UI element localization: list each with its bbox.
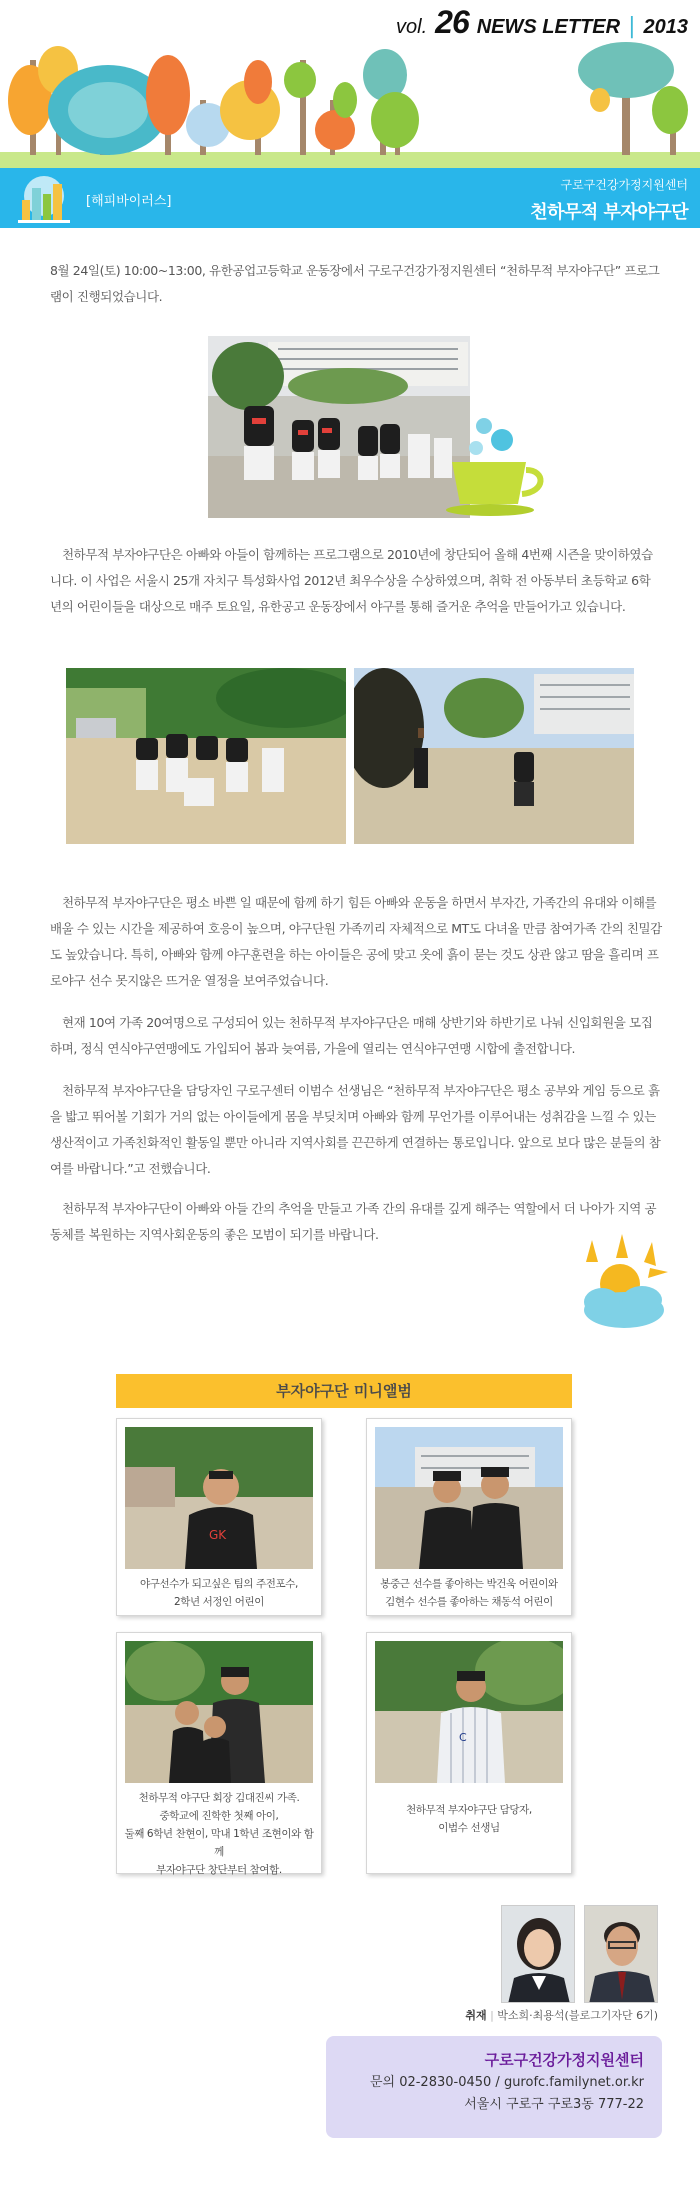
reporter-photo-2 bbox=[584, 1905, 658, 2003]
svg-text:C: C bbox=[459, 1731, 467, 1744]
paragraph-membership: 현재 10여 가족 20여명으로 구성되어 있는 천하무적 부자야구단은 매해 상반기와 하반기로 나눠 신입회원을 모집하며, 정식 연식야구연맹에도 가입되어 봄과 늦여름, 가을에 열리는 연식야구연맹 시합에 출전합니다. bbox=[50, 1015, 653, 1056]
caption-line: 부자야구단 창단부터 참여함. bbox=[156, 1864, 282, 1876]
reporter-photo-1 bbox=[501, 1905, 575, 2003]
batting-practice-photo bbox=[354, 668, 634, 844]
album-caption bbox=[121, 1789, 317, 1879]
album-card bbox=[366, 1418, 572, 1616]
paragraph-teacher-quote: 천하무적 부자야구단을 담당자인 구로구센터 이범수 선생님은 “천하무적 부자야구단은 평소 공부와 게임 등으로 흙을 밟고 뛰어볼 기회가 거의 없는 아이들에게 몸을 부딪치며 아빠와 함께 무언가를 이루어내는 성취감을 느낄 수 있는 생산적이고 가족친화적인 활동일 뿐만 아니라 지역사회를 끈끈하게 연결하는 통로입니다. 앞으로 보다 많은 분들의 참여를 바랍니다.”고 전했습니다. bbox=[50, 1083, 661, 1176]
credit-line bbox=[465, 2007, 658, 2023]
contact-box bbox=[326, 2036, 662, 2138]
credit-label: 취재 bbox=[465, 2009, 487, 2022]
paragraph-program-history: 천하무적 부자야구단은 아빠와 아들이 함께하는 프로그램으로 2010년에 창단되어 올해 4번째 시즌을 맞이하였습니다. 이 사업은 서울시 25개 자치구 특성화사업 2012년 최우수상을 수상하였으며, 취학 전 아동부터 초등학교 6학년의 어린이들을 대상으로 매주 토요일, 유한공고 운동장에서 야구를 통해 즐거운 추억을 만들어가고 있습니다. bbox=[50, 547, 653, 614]
caption-line: 2학년 서정인 어린이 bbox=[173, 1596, 265, 1608]
section-tag: [해피바이러스] bbox=[86, 194, 172, 209]
paragraph-closing: 천하무적 부자야구단이 아빠와 아들 간의 추억을 만들고 가족 간의 유대를 깊게 해주는 역할에서 더 나아가 지역 공동체를 복원하는 지역사회운동의 좋은 모범이 되기를 바랍니다. bbox=[50, 1201, 657, 1242]
paragraph-family-bond: 천하무적 부자야구단은 평소 바쁜 일 때문에 함께 하기 힘든 아빠와 운동을 하면서 부자간, 가족간의 유대와 이해를 배울 수 있는 시간을 제공하여 호응이 높으며, 야구단원 가족끼리 자체적으로 MT도 다녀올 만큼 참여가족 간의 친밀감도 높았습니다. 특히, 아빠와 함께 야구훈련을 하는 아이들은 공에 맞고 옷에 흙이 묻는 것도 상관 않고 땀을 흘리며 프로야구 선수 못지않은 뜨거운 열정을 보여주었습니다. bbox=[50, 895, 662, 988]
album-card bbox=[366, 1632, 572, 1874]
contact-org: 구로구건강가정지원센터 bbox=[484, 2051, 644, 2069]
caption-line: 봉중근 선수를 좋아하는 박건욱 어린이와 bbox=[380, 1578, 558, 1590]
kids-training-photo bbox=[66, 668, 346, 844]
sun-cloud-decoration bbox=[572, 1232, 676, 1332]
chairman-family-photo bbox=[125, 1641, 313, 1783]
section-title: 천하무적 부자야구단 bbox=[530, 202, 688, 223]
team-group-photo bbox=[208, 336, 470, 518]
album-caption bbox=[371, 1575, 567, 1611]
vol-number: 26 bbox=[435, 4, 469, 40]
contact-address: 서울시 구로구 구로3동 777-22 bbox=[464, 2097, 644, 2112]
issue-label bbox=[396, 4, 688, 41]
coffee-cup-decoration bbox=[446, 414, 546, 518]
two-boys-photo bbox=[375, 1427, 563, 1569]
city-skyline-icon bbox=[14, 174, 74, 224]
section-banner bbox=[0, 168, 700, 228]
caption-line: 중학교에 진학한 첫째 아이, bbox=[159, 1810, 279, 1822]
separator: | bbox=[628, 14, 636, 39]
section-org: 구로구건강가정지원센터 bbox=[560, 178, 688, 192]
newsletter-label: NEWS LETTER bbox=[476, 16, 621, 38]
masthead bbox=[0, 0, 700, 44]
catcher-boy-photo bbox=[125, 1427, 313, 1569]
vol-prefix: vol. bbox=[396, 16, 428, 38]
album-heading: 부자야구단 미니앨범 bbox=[116, 1374, 572, 1408]
svg-text:GK: GK bbox=[209, 1528, 227, 1542]
paragraph-intro: 8월 24일(토) 10:00~13:00, 유한공업고등학교 운동장에서 구로구건강가정지원센터 “천하무적 부자야구단” 프로그램이 진행되었습니다. bbox=[50, 263, 660, 304]
caption-line: 김현수 선수를 좋아하는 채동석 어린이 bbox=[385, 1596, 553, 1608]
album-caption bbox=[121, 1575, 317, 1611]
caption-line: 둘째 6학년 찬현이, 막내 1학년 조현이와 함께 bbox=[124, 1828, 314, 1858]
caption-line: 야구선수가 되고싶은 팀의 주전포수, bbox=[140, 1578, 298, 1590]
teacher-photo bbox=[375, 1641, 563, 1783]
forest-illustration bbox=[0, 40, 700, 170]
contact-phone-line: 문의 02-2830-0450 / gurofc.familynet.or.kr bbox=[369, 2075, 644, 2090]
caption-line: 이범수 선생님 bbox=[438, 1822, 500, 1834]
album-caption bbox=[371, 1801, 567, 1837]
issue-year: 2013 bbox=[643, 16, 688, 38]
caption-line: 천하무적 야구단 회장 김대진씨 가족. bbox=[138, 1792, 300, 1804]
credit-names: 박소희·최용석(블로그기자단 6기) bbox=[497, 2009, 658, 2022]
credit-separator: | bbox=[490, 2009, 498, 2022]
album-card bbox=[116, 1418, 322, 1616]
caption-line: 천하무적 부자야구단 담당자, bbox=[406, 1804, 532, 1816]
album-card bbox=[116, 1632, 322, 1874]
